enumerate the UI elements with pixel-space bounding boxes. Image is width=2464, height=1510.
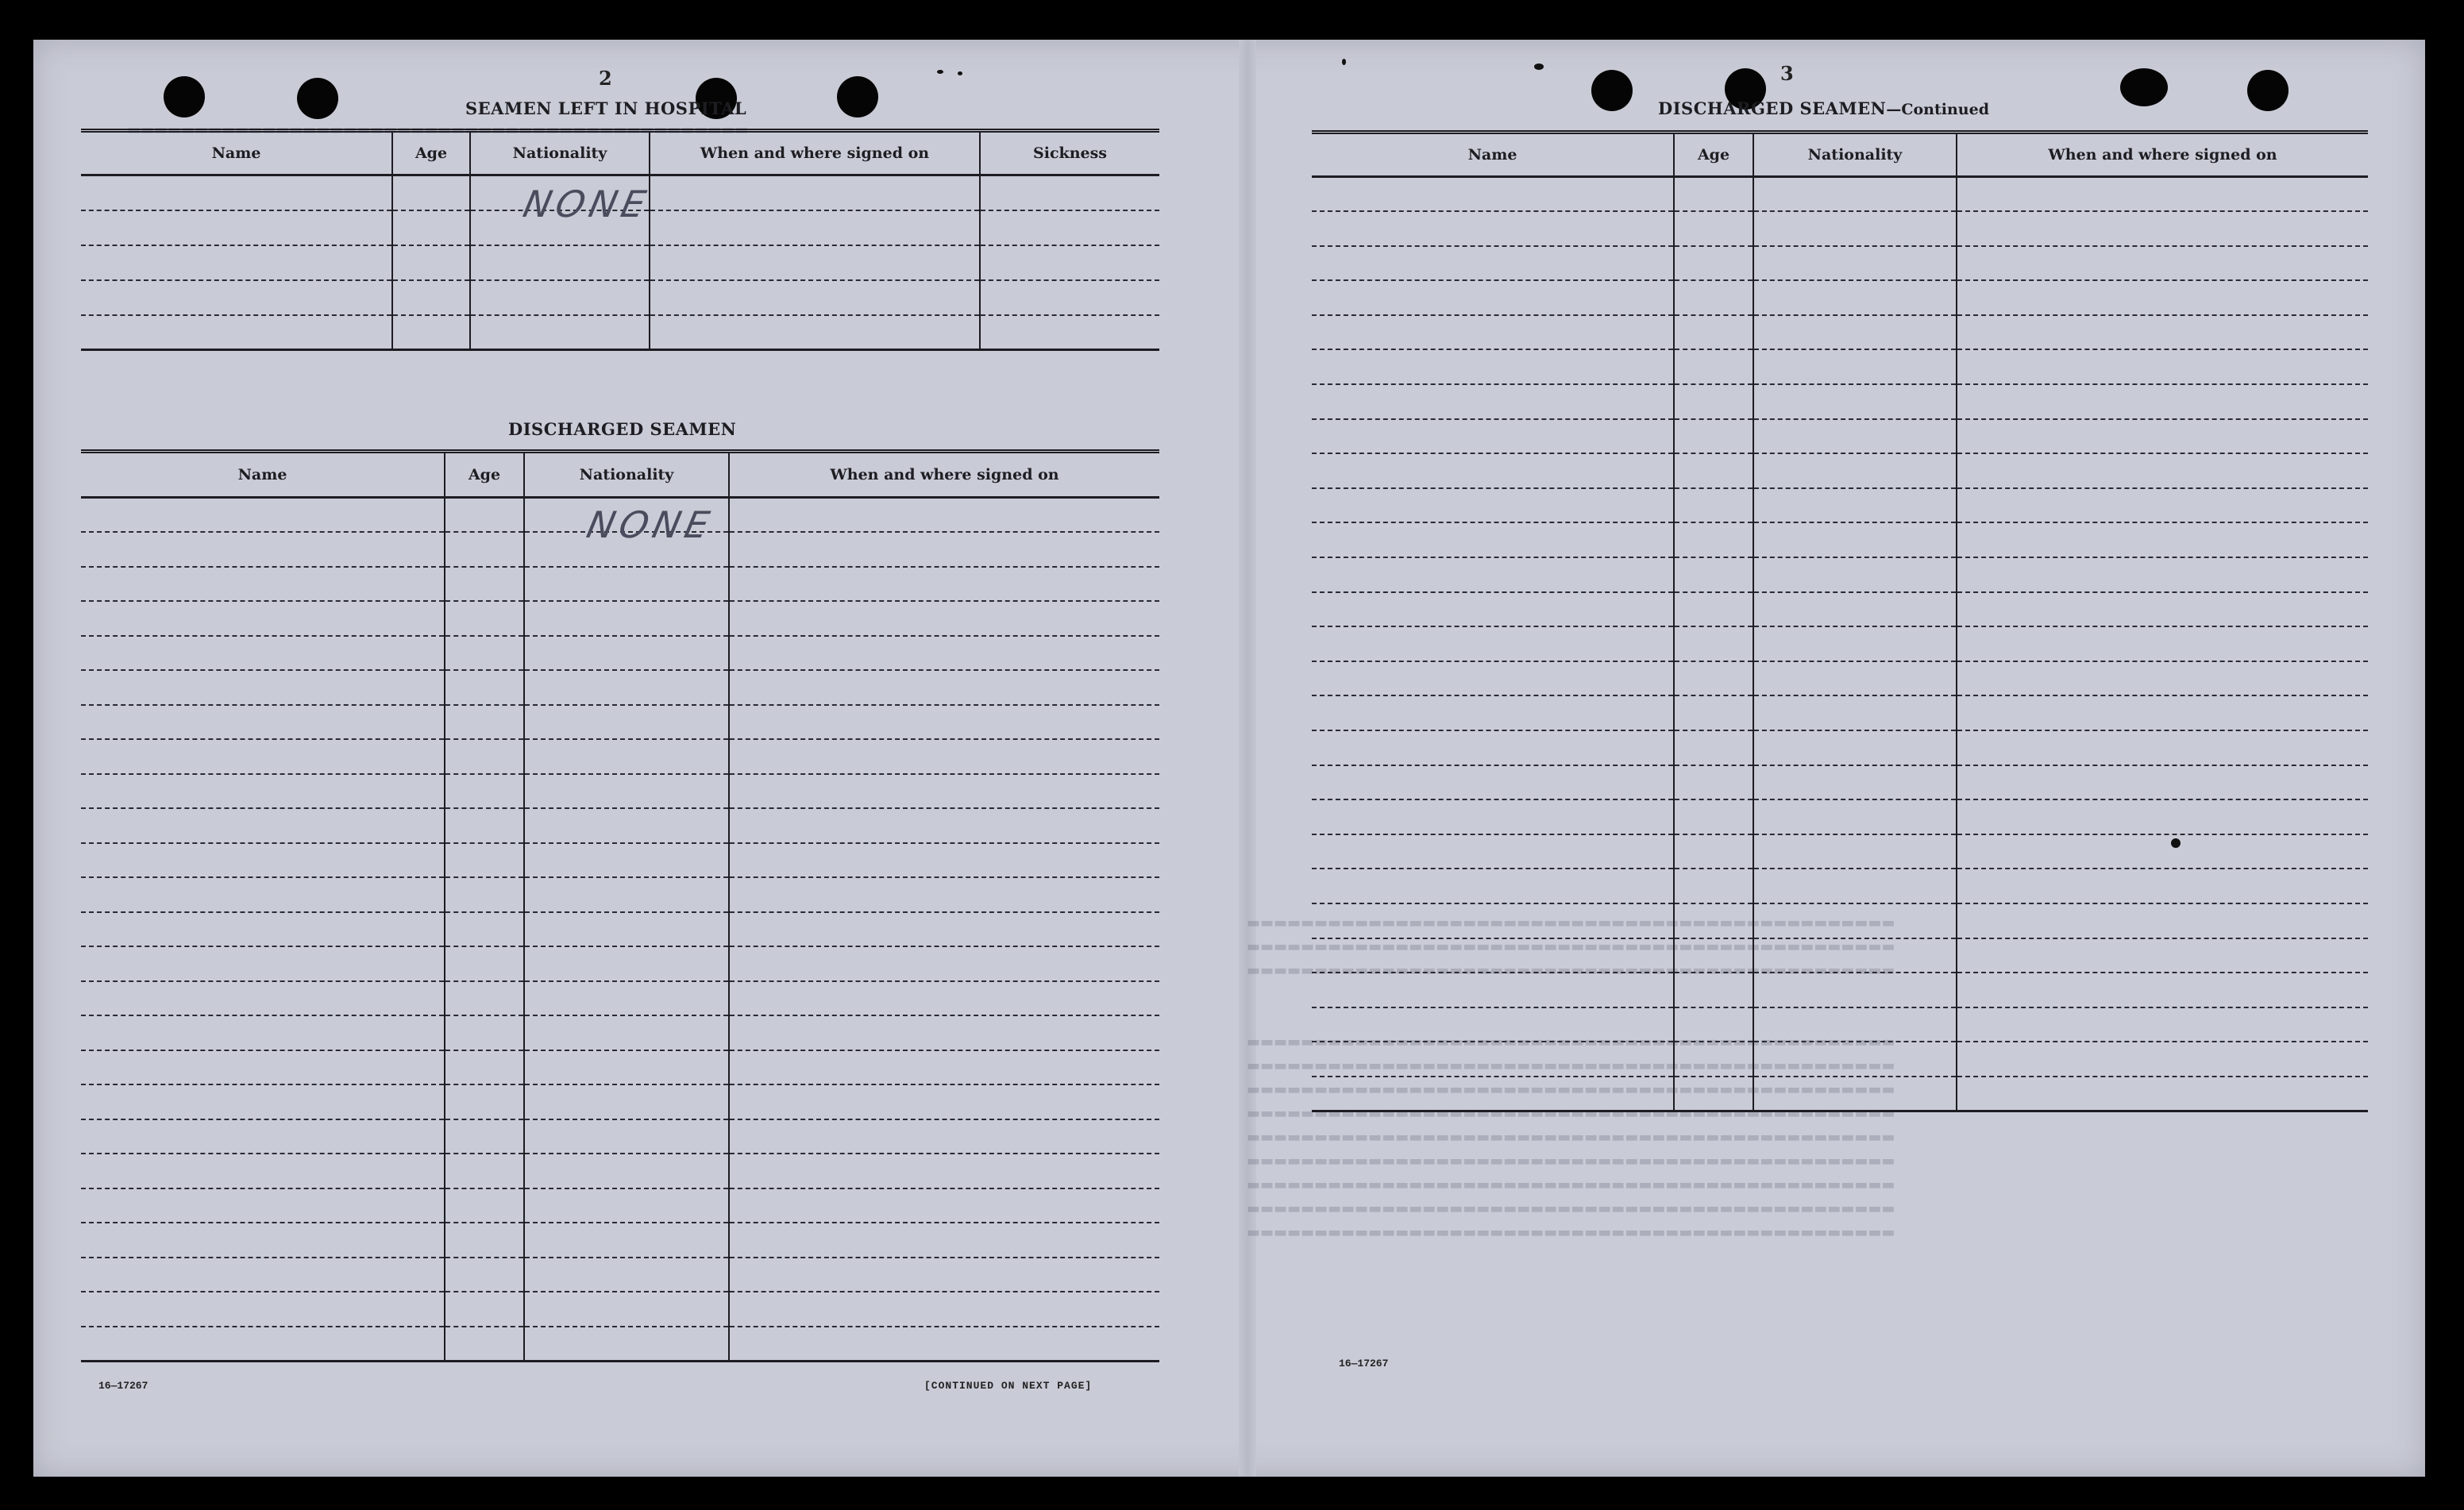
table-cell — [1674, 177, 1753, 212]
table-cell — [1753, 315, 1957, 350]
table-cell — [81, 670, 445, 705]
table-row — [81, 1154, 1159, 1188]
discharged-continued-title — [1658, 98, 1989, 118]
col-header-nationality: Nationality — [1753, 133, 1957, 177]
table-cell — [524, 981, 729, 1016]
table-cell — [524, 1050, 729, 1085]
table-row — [81, 808, 1159, 843]
table-row — [81, 315, 1159, 350]
table-cell — [81, 636, 445, 671]
table-cell — [81, 1154, 445, 1188]
discharged-table — [81, 449, 1159, 1362]
table-cell — [1674, 349, 1753, 384]
table-cell — [1674, 211, 1753, 246]
discharged-continued-title-main: DISCHARGED SEAMEN — [1658, 98, 1887, 118]
table-cell — [1312, 349, 1674, 384]
col-header-nationality: Nationality — [524, 452, 729, 498]
table-cell — [1753, 661, 1957, 696]
table-cell — [1312, 592, 1674, 627]
table-cell — [81, 498, 445, 533]
table-cell — [1753, 246, 1957, 281]
table-row — [81, 1084, 1159, 1119]
table-cell — [524, 1188, 729, 1223]
table-row — [1312, 626, 2368, 661]
table-row — [1312, 938, 2368, 973]
table-cell — [1674, 695, 1753, 730]
table-cell — [1674, 626, 1753, 661]
table-cell — [1674, 765, 1753, 800]
table-row — [1312, 1077, 2368, 1111]
table-cell — [81, 705, 445, 740]
table-cell — [1312, 938, 1674, 973]
table-cell — [729, 877, 1159, 912]
table-cell — [1674, 730, 1753, 765]
col-header-age: Age — [445, 452, 524, 498]
table-cell — [524, 601, 729, 636]
table-cell — [1312, 834, 1674, 869]
right-page — [1247, 0, 2390, 1437]
table-row — [81, 877, 1159, 912]
bleed-through: ▬▬▬▬▬▬▬▬▬▬▬▬▬▬▬▬▬▬▬▬▬▬▬▬▬▬▬▬▬▬▬▬▬▬▬▬▬▬▬▬▬▬▬▬▬▬▬▬ ▬▬▬▬▬▬▬▬▬▬▬▬▬▬▬▬▬▬▬▬▬▬▬▬▬▬▬▬▬▬▬▬▬▬▬▬▬▬▬▬▬▬▬▬▬▬▬▬ ▬▬▬▬▬▬▬▬▬▬▬▬▬▬▬▬▬▬▬▬▬▬▬▬▬▬▬▬▬▬▬▬▬▬▬▬▬▬▬▬▬▬▬▬▬▬▬▬ ▬▬▬▬▬▬▬▬▬▬▬▬▬▬▬▬▬▬▬▬▬▬▬▬▬▬▬▬▬▬▬▬▬▬▬▬▬▬▬▬▬▬▬▬▬▬▬▬ ▬▬▬▬▬▬▬▬▬▬▬▬▬▬▬▬▬▬▬▬▬▬▬▬▬▬▬▬▬▬▬▬▬▬▬▬▬▬▬▬▬▬▬▬▬▬▬▬ ▬▬▬▬▬▬▬▬▬▬▬▬▬▬▬▬▬▬▬▬▬▬▬▬▬▬▬▬▬▬▬▬▬▬▬▬▬▬▬▬▬▬▬▬▬▬▬▬ ▬▬▬▬▬▬▬▬▬▬▬▬▬▬▬▬▬▬▬▬▬▬▬▬▬▬▬▬▬▬▬▬▬▬▬▬▬▬▬▬▬▬▬▬▬▬▬▬ ▬▬▬▬▬▬▬▬▬▬▬▬▬▬▬▬▬▬▬▬▬▬▬▬▬▬▬▬▬▬▬▬▬▬▬▬▬▬▬▬▬▬▬▬▬▬▬▬ ▬▬▬▬▬▬▬▬▬▬▬▬▬▬▬▬▬▬▬▬▬▬▬▬▬▬▬▬▬▬▬▬▬▬▬▬▬▬▬▬▬▬▬▬▬▬▬▬ ▬▬▬▬▬▬▬▬▬▬▬▬▬▬▬▬▬▬▬▬▬▬▬▬▬▬▬▬▬▬▬▬▬▬▬▬▬▬▬▬▬▬▬▬▬▬▬▬ ▬▬▬▬▬▬▬▬▬▬▬▬▬▬▬▬▬▬▬▬▬▬▬▬▬▬▬▬▬▬▬▬▬▬▬▬▬▬▬▬▬▬▬▬▬▬▬▬ ▬▬▬▬▬▬▬▬▬▬▬▬▬▬▬▬▬▬▬▬▬▬▬▬▬▬▬▬▬▬▬▬▬▬▬▬▬▬▬▬▬▬▬▬▬▬▬▬ — [1247, 915, 1895, 1241]
table-cell — [445, 705, 524, 740]
table-cell — [1312, 695, 1674, 730]
table-cell — [1957, 177, 2368, 212]
table-cell — [445, 1327, 524, 1362]
table-cell — [445, 774, 524, 809]
table-cell — [81, 1188, 445, 1223]
table-cell — [1957, 592, 2368, 627]
table-cell — [1312, 869, 1674, 903]
table-cell — [524, 912, 729, 947]
table-cell — [1957, 453, 2368, 488]
table-cell — [1753, 938, 1957, 973]
table-cell — [1957, 1042, 2368, 1077]
table-cell — [524, 1327, 729, 1362]
table-cell — [524, 705, 729, 740]
table-row — [1312, 592, 2368, 627]
table-cell — [1957, 973, 2368, 1007]
table-cell — [1957, 799, 2368, 834]
table-cell — [81, 981, 445, 1016]
col-header-signed-on: When and where signed on — [729, 452, 1159, 498]
table-cell — [729, 1050, 1159, 1085]
table-cell — [729, 705, 1159, 740]
table-cell — [445, 1292, 524, 1327]
table-cell — [81, 1258, 445, 1292]
table-cell — [1312, 280, 1674, 315]
table-cell — [1674, 938, 1753, 973]
page-number: 3 — [1780, 62, 1794, 85]
table-cell — [445, 636, 524, 671]
table-cell — [1753, 349, 1957, 384]
table-cell — [1674, 557, 1753, 592]
table-cell — [445, 567, 524, 602]
table-cell — [1957, 626, 2368, 661]
table-cell — [1312, 246, 1674, 281]
table-row — [1312, 1042, 2368, 1077]
table-cell — [81, 843, 445, 878]
table-cell — [1312, 557, 1674, 592]
table-cell — [524, 636, 729, 671]
table-cell — [1957, 246, 2368, 281]
table-row — [81, 1119, 1159, 1154]
table-cell — [445, 1188, 524, 1223]
table-cell — [524, 1084, 729, 1119]
table-cell — [445, 843, 524, 878]
table-cell — [1312, 799, 1674, 834]
table-cell — [1753, 730, 1957, 765]
table-cell — [1753, 592, 1957, 627]
table-row — [81, 739, 1159, 774]
table-cell — [729, 1223, 1159, 1258]
table-cell — [445, 981, 524, 1016]
table-cell — [1753, 973, 1957, 1007]
discharged-section-title: DISCHARGED SEAMEN — [508, 419, 737, 439]
table-cell — [1753, 1042, 1957, 1077]
table-row — [81, 636, 1159, 671]
table-cell — [1753, 177, 1957, 212]
table-row — [81, 843, 1159, 878]
table-row — [1312, 765, 2368, 800]
table-cell — [445, 498, 524, 533]
table-row — [1312, 557, 2368, 592]
table-cell — [81, 877, 445, 912]
table-cell — [1312, 384, 1674, 419]
table-cell — [1674, 973, 1753, 1007]
table-cell — [81, 1119, 445, 1154]
table-cell — [445, 601, 524, 636]
table-cell — [81, 601, 445, 636]
table-cell — [81, 946, 445, 981]
col-header-age: Age — [392, 131, 470, 175]
table-row — [81, 1258, 1159, 1292]
table-cell — [81, 1223, 445, 1258]
table-cell — [729, 946, 1159, 981]
table-cell — [1957, 419, 2368, 454]
table-cell — [1312, 211, 1674, 246]
table-cell — [1312, 315, 1674, 350]
table-cell — [81, 532, 445, 567]
table-cell — [729, 567, 1159, 602]
table-cell — [1753, 869, 1957, 903]
table-cell — [729, 670, 1159, 705]
table-cell — [1312, 419, 1674, 454]
table-cell — [81, 774, 445, 809]
table-cell — [1753, 765, 1957, 800]
table-cell — [1753, 211, 1957, 246]
table-cell — [1957, 349, 2368, 384]
table-row — [81, 601, 1159, 636]
table-cell — [81, 739, 445, 774]
handwritten-none-hospital: NONE — [519, 183, 654, 225]
form-number: 16—17267 — [1339, 1358, 1389, 1369]
table-cell — [1753, 626, 1957, 661]
table-cell — [729, 1258, 1159, 1292]
table-cell — [524, 843, 729, 878]
table-cell — [81, 1292, 445, 1327]
table-cell — [1312, 903, 1674, 938]
table-row — [1312, 661, 2368, 696]
table-cell — [1753, 903, 1957, 938]
table-cell — [445, 1154, 524, 1188]
table-cell — [1674, 419, 1753, 454]
table-row — [81, 245, 1159, 280]
table-row — [81, 1188, 1159, 1223]
table-cell — [1674, 1007, 1753, 1042]
table-cell — [445, 670, 524, 705]
table-cell — [1957, 384, 2368, 419]
table-cell — [445, 946, 524, 981]
table-row — [1312, 834, 2368, 869]
table-row — [1312, 973, 2368, 1007]
table-row — [1312, 246, 2368, 281]
table-cell — [1957, 1077, 2368, 1111]
table-cell — [1957, 211, 2368, 246]
table-row — [1312, 522, 2368, 557]
table-cell — [524, 877, 729, 912]
table-cell — [1674, 592, 1753, 627]
hospital-table — [81, 129, 1159, 351]
table-row — [1312, 730, 2368, 765]
table-cell — [1957, 488, 2368, 523]
table-cell — [1957, 280, 2368, 315]
table-cell — [524, 739, 729, 774]
table-cell — [729, 739, 1159, 774]
table-cell — [1957, 903, 2368, 938]
table-cell — [1674, 661, 1753, 696]
table-row — [81, 1327, 1159, 1362]
table-cell — [1753, 522, 1957, 557]
table-row — [81, 1015, 1159, 1050]
table-cell — [729, 1084, 1159, 1119]
table-cell — [1957, 661, 2368, 696]
col-header-sickness: Sickness — [980, 131, 1159, 175]
table-cell — [445, 912, 524, 947]
table-cell — [445, 1258, 524, 1292]
table-cell — [1957, 834, 2368, 869]
table-cell — [729, 601, 1159, 636]
table-cell — [1753, 1007, 1957, 1042]
table-cell — [524, 946, 729, 981]
table-cell — [1312, 626, 1674, 661]
table-cell — [729, 808, 1159, 843]
table-cell — [1957, 765, 2368, 800]
table-cell — [729, 843, 1159, 878]
table-row — [81, 705, 1159, 740]
table-cell — [1753, 1077, 1957, 1111]
table-cell — [1957, 695, 2368, 730]
table-cell — [1312, 1042, 1674, 1077]
col-header-signed-on: When and where signed on — [650, 131, 980, 175]
table-row — [81, 774, 1159, 809]
table-cell — [445, 1119, 524, 1154]
table-row — [1312, 453, 2368, 488]
table-row — [1312, 384, 2368, 419]
table-row — [81, 981, 1159, 1016]
table-cell — [729, 1154, 1159, 1188]
table-cell — [445, 877, 524, 912]
table-cell — [1957, 730, 2368, 765]
discharged-continued-table — [1312, 130, 2368, 1112]
table-cell — [81, 808, 445, 843]
table-cell — [524, 774, 729, 809]
table-cell — [1312, 730, 1674, 765]
table-cell — [729, 1292, 1159, 1327]
table-row — [1312, 903, 2368, 938]
table-cell — [81, 912, 445, 947]
col-header-signed-on: When and where signed on — [1957, 133, 2368, 177]
table-cell — [1312, 453, 1674, 488]
table-cell — [524, 808, 729, 843]
bleed-through: ▬▬▬▬▬▬▬▬▬▬▬▬▬▬▬▬▬▬▬▬▬▬▬▬▬▬▬▬▬▬▬▬▬▬▬▬▬▬▬▬▬▬▬▬▬▬ — [127, 121, 749, 138]
handwritten-none-discharged: NONE — [583, 503, 718, 546]
table-cell — [81, 1050, 445, 1085]
table-cell — [1957, 315, 2368, 350]
table-cell — [729, 774, 1159, 809]
table-cell — [524, 670, 729, 705]
table-row — [81, 1292, 1159, 1327]
table-cell — [1753, 384, 1957, 419]
col-header-name: Name — [81, 452, 445, 498]
table-cell — [729, 498, 1159, 533]
table-cell — [1957, 938, 2368, 973]
table-cell — [445, 1015, 524, 1050]
table-cell — [729, 636, 1159, 671]
table-cell — [1957, 522, 2368, 557]
table-cell — [1674, 1077, 1753, 1111]
table-row — [1312, 1007, 2368, 1042]
table-row — [1312, 349, 2368, 384]
table-cell — [1753, 557, 1957, 592]
table-cell — [445, 1223, 524, 1258]
table-cell — [1674, 246, 1753, 281]
form-number: 16—17267 — [98, 1380, 148, 1392]
table-cell — [1957, 869, 2368, 903]
table-cell — [524, 567, 729, 602]
table-cell — [1957, 1007, 2368, 1042]
table-cell — [1312, 522, 1674, 557]
table-row — [81, 946, 1159, 981]
table-cell — [1753, 834, 1957, 869]
table-cell — [1957, 557, 2368, 592]
table-row — [1312, 211, 2368, 246]
table-cell — [1312, 1007, 1674, 1042]
left-page — [0, 0, 1207, 1437]
table-row — [1312, 799, 2368, 834]
table-row — [81, 1050, 1159, 1085]
table-cell — [729, 912, 1159, 947]
table-cell — [1674, 315, 1753, 350]
table-row — [81, 1223, 1159, 1258]
table-cell — [1674, 903, 1753, 938]
table-row — [81, 280, 1159, 315]
table-row — [1312, 177, 2368, 212]
table-cell — [1312, 1077, 1674, 1111]
hospital-section-title: SEAMEN LEFT IN HOSPITAL — [465, 98, 747, 118]
table-cell — [1753, 695, 1957, 730]
table-cell — [445, 532, 524, 567]
table-cell — [445, 1084, 524, 1119]
col-header-age: Age — [1674, 133, 1753, 177]
table-cell — [1674, 869, 1753, 903]
table-cell — [729, 1015, 1159, 1050]
table-cell — [1674, 1042, 1753, 1077]
table-cell — [1753, 280, 1957, 315]
table-row — [1312, 869, 2368, 903]
table-cell — [524, 1119, 729, 1154]
table-cell — [729, 981, 1159, 1016]
table-cell — [729, 532, 1159, 567]
table-cell — [1312, 973, 1674, 1007]
table-cell — [1674, 488, 1753, 523]
table-cell — [1753, 799, 1957, 834]
table-cell — [1753, 488, 1957, 523]
table-row — [81, 670, 1159, 705]
table-cell — [524, 1292, 729, 1327]
table-cell — [1312, 488, 1674, 523]
continued-note: [CONTINUED ON NEXT PAGE] — [924, 1380, 1093, 1392]
table-cell — [1674, 453, 1753, 488]
table-row — [1312, 419, 2368, 454]
table-cell — [1753, 453, 1957, 488]
table-cell — [524, 1258, 729, 1292]
table-row — [1312, 695, 2368, 730]
table-cell — [1674, 280, 1753, 315]
table-cell — [524, 1223, 729, 1258]
page-number: 2 — [599, 67, 612, 90]
table-cell — [1753, 419, 1957, 454]
col-header-nationality: Nationality — [470, 131, 650, 175]
table-cell — [1312, 765, 1674, 800]
table-cell — [729, 1119, 1159, 1154]
table-row — [1312, 315, 2368, 350]
col-header-name: Name — [81, 131, 392, 175]
table-cell — [1674, 384, 1753, 419]
table-cell — [524, 1015, 729, 1050]
table-cell — [81, 1327, 445, 1362]
table-cell — [1312, 661, 1674, 696]
table-cell — [1312, 177, 1674, 212]
table-row — [1312, 280, 2368, 315]
table-cell — [81, 567, 445, 602]
table-row — [1312, 488, 2368, 523]
table-cell — [445, 739, 524, 774]
table-cell — [729, 1188, 1159, 1223]
table-cell — [81, 1015, 445, 1050]
table-cell — [1674, 799, 1753, 834]
table-cell — [445, 808, 524, 843]
discharged-continued-title-suffix: —Continued — [1886, 101, 1989, 118]
table-cell — [1674, 522, 1753, 557]
table-cell — [81, 1084, 445, 1119]
col-header-name: Name — [1312, 133, 1674, 177]
table-cell — [1674, 834, 1753, 869]
table-row — [81, 567, 1159, 602]
table-cell — [729, 1327, 1159, 1362]
table-row — [81, 912, 1159, 947]
table-cell — [524, 1154, 729, 1188]
table-cell — [445, 1050, 524, 1085]
